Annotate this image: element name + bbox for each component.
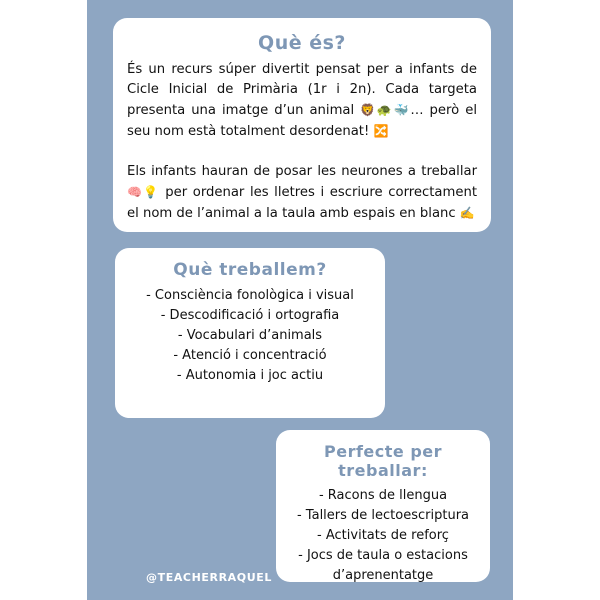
- description-paragraph-1: [127, 60, 477, 142]
- list-item: - Descodificació i ortografia: [160, 308, 340, 323]
- card-title-what-is: Què és?: [258, 32, 346, 54]
- list-item: - Atenció i concentració: [173, 348, 327, 363]
- description-text-2b: per ordenar les lletres i escriure correctament el nom de l’animal a la taula amb espais en blanc: [127, 185, 477, 221]
- list-item: - Activitats de reforç: [317, 528, 449, 543]
- card-what-is: [113, 18, 491, 232]
- list-item: - Tallers de lectoescriptura: [296, 508, 469, 523]
- description-text-1a: És un recurs súper divertit pensat per a infants de Cicle Inicial de Primària (1r i 2n). Cada targeta presenta una imatge d’un animal: [127, 62, 477, 118]
- list-item: - Consciència fonològica i visual: [146, 288, 354, 303]
- shuffle-icon: 🔀: [373, 124, 389, 138]
- card-skills: [115, 248, 385, 418]
- card-uses: [276, 430, 490, 582]
- list-item: - Jocs de taula o estacions: [298, 548, 468, 563]
- brain-bulb-emojis: 🧠💡: [127, 185, 160, 199]
- description-text-1b: … però el seu nom està totalment desordenat!: [127, 103, 477, 139]
- author-handle: @TEACHERRAQUEL: [146, 571, 272, 584]
- description-paragraph-2: [127, 162, 477, 224]
- description-text-2a: Els infants hauran de posar les neurones a treballar: [127, 164, 477, 179]
- list-item: - Racons de llengua: [318, 488, 448, 503]
- skills-list: [125, 286, 375, 386]
- list-item: d’aprenentatge: [332, 568, 434, 583]
- animal-emojis: 🦁🐢🐳: [360, 103, 411, 117]
- card-title-uses: Perfecte per treballar:: [323, 442, 443, 480]
- list-item: - Vocabulari d’animals: [177, 328, 323, 343]
- uses-list: [284, 486, 482, 586]
- writing-hand-icon: ✍️: [459, 206, 475, 220]
- card-title-skills: Què treballem?: [173, 260, 327, 280]
- list-item: - Autonomia i joc actiu: [176, 368, 324, 383]
